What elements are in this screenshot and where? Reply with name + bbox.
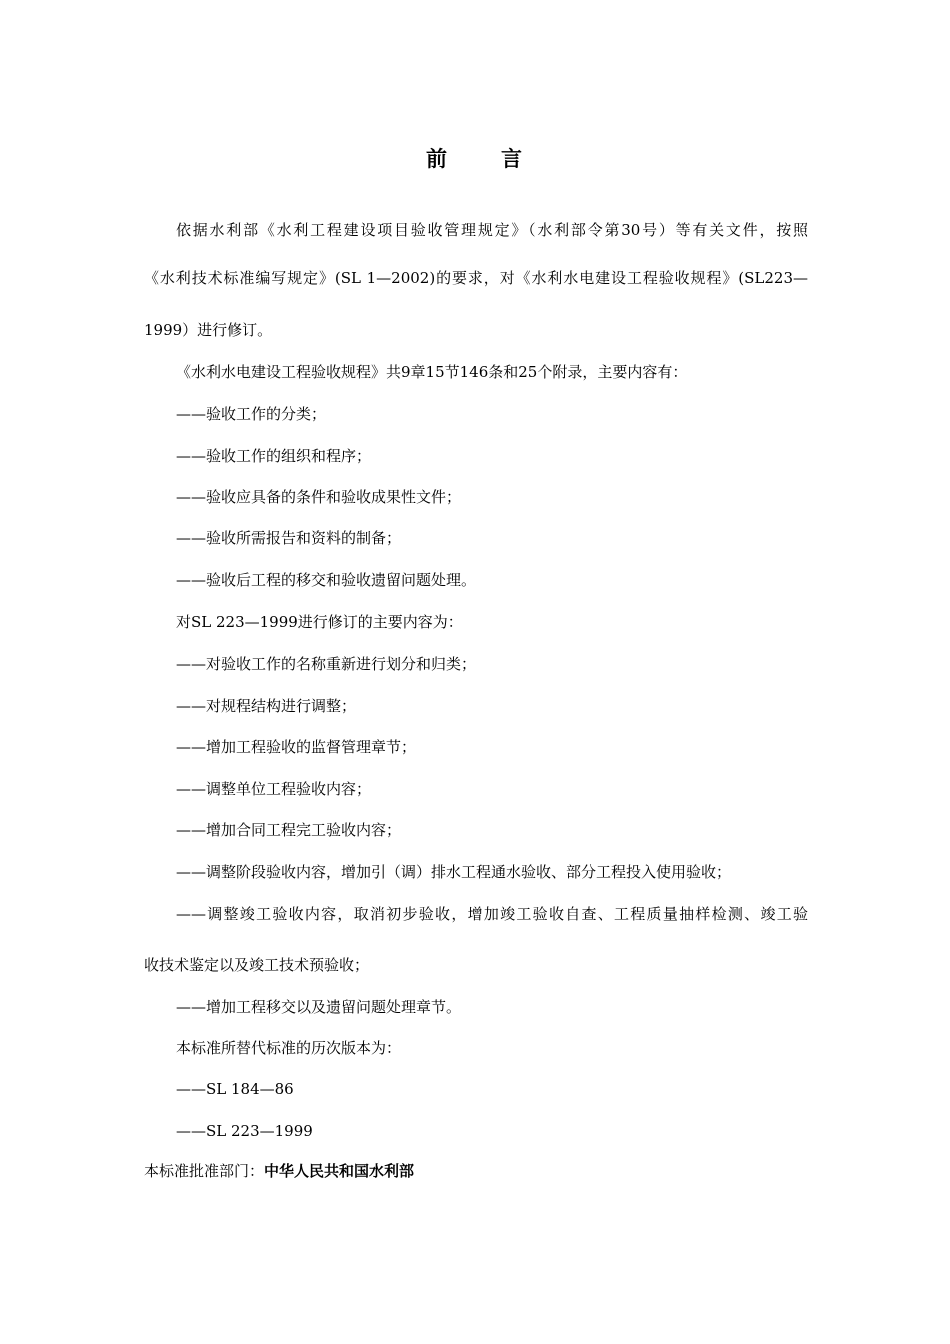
approval-label: 本标准批准部门：	[144, 1162, 265, 1180]
intro-line-1: 依据水利部《水利工程建设项目验收管理规定》（水利部令第30号）等有关文件，按照	[176, 221, 808, 239]
list-item: ——增加合同工程完工验收内容；	[176, 821, 402, 839]
list-item: ——验收后工程的移交和验收遗留问题处理。	[176, 571, 477, 589]
title-char-1: 前	[426, 147, 449, 171]
approval-department: 中华人民共和国水利部	[264, 1162, 415, 1180]
list-item: ——增加工程移交以及遗留问题处理章节。	[176, 998, 462, 1016]
list-item: ——调整单位工程验收内容；	[176, 780, 372, 798]
list-item: ——SL 184—86	[176, 1080, 294, 1098]
list-item: ——对规程结构进行调整；	[176, 697, 357, 715]
revision-intro: 对SL 223—1999进行修订的主要内容为：	[176, 613, 463, 631]
list-item: ——验收工作的分类；	[176, 405, 327, 423]
list-item: ——SL 223—1999	[176, 1122, 313, 1140]
approval-line	[144, 1161, 808, 1181]
title-char-2: 言	[501, 147, 524, 171]
list-item: ——对验收工作的名称重新进行划分和归类；	[176, 655, 477, 673]
page-title	[0, 143, 950, 173]
list-item: ——验收应具备的条件和验收成果性文件；	[176, 488, 462, 506]
replaced-intro: 本标准所替代标准的历次版本为：	[176, 1039, 402, 1057]
list-item: ——增加工程验收的监督管理章节；	[176, 738, 417, 756]
intro-line-2: 《水利技术标准编写规定》(SL 1—2002)的要求，对《水利水电建设工程验收规程》(SL223—	[144, 269, 808, 287]
list-item: ——验收所需报告和资料的制备；	[176, 529, 402, 547]
list-item: ——调整阶段验收内容，增加引（调）排水工程通水验收、部分工程投入使用验收；	[176, 863, 732, 881]
list-item-continuation: 收技术鉴定以及竣工技术预验收；	[144, 956, 370, 974]
list-item: ——验收工作的组织和程序；	[176, 447, 372, 465]
summary-paragraph: 《水利水电建设工程验收规程》共9章15节146条和25个附录，主要内容有：	[176, 363, 688, 381]
intro-line-3: 1999）进行修订。	[144, 321, 273, 339]
list-item: ——调整竣工验收内容，取消初步验收，增加竣工验收自查、工程质量抽样检测、竣工验	[176, 905, 808, 923]
